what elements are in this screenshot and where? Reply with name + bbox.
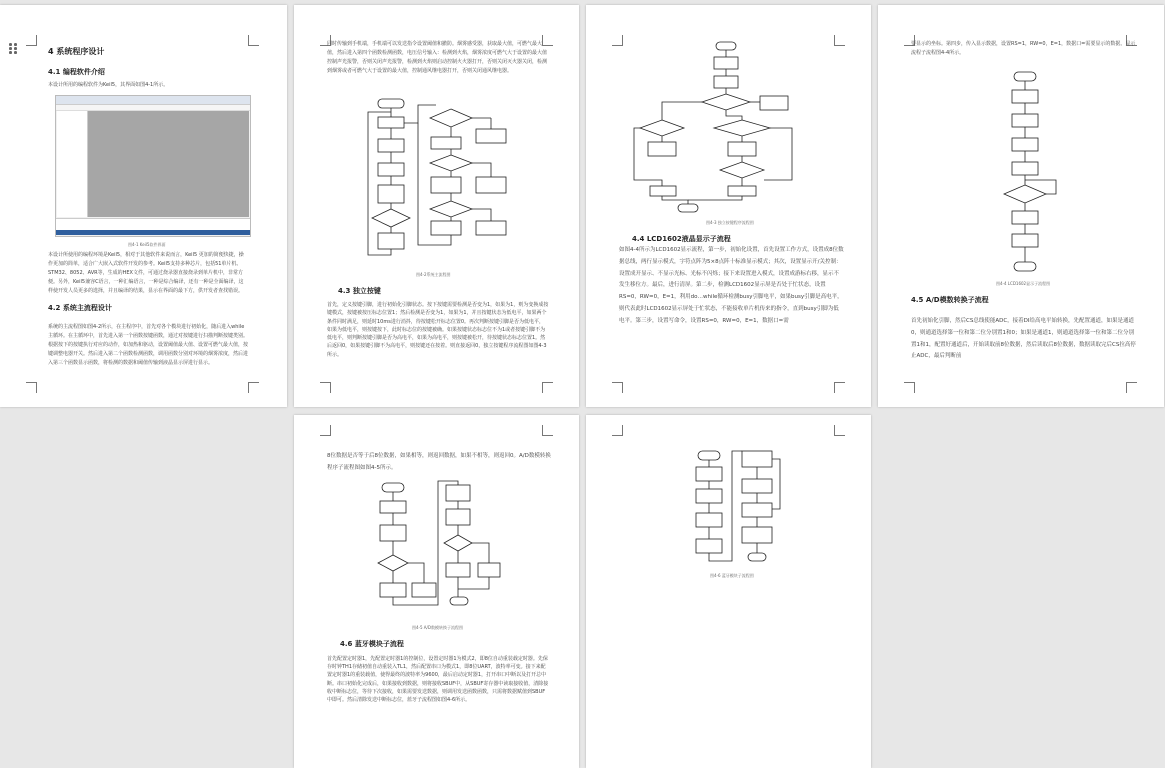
crop-mark [320, 425, 331, 436]
page-4 [878, 5, 1164, 407]
figure-caption: 图4-4 LCD1602显示子流程图 [996, 281, 1051, 286]
figure-caption: 图4-6 蓝牙模块子流程图 [710, 573, 754, 578]
paragraph: 首先初始化引脚，然后CS总线使能ADC，接着DI给高电平始转换，先配置通道，如果是通道0，则通道选择第一位和第二位分别置1和0；如果是通道1，则通道选择第一位和第二位分别置1和1，配置好通道后，开始读取前8位数据，然后读取后8位数据，数据读取完后CS拉高停止ADC，最后判断前 [911, 318, 1136, 360]
paragraph: 同时传输到手机端，手机端可以发送指令设置阈值和撤防。烟雾感受器，获取最大值，可燃气最大值，然后进入第四个函数检测函数，电压信号输入：检测到火焰，烟雾浓度可燃气大于设置的最大值控制声光报警，否则关闭声光报警，检测到火焰则启动控制火火器打开，否则关闭灭火器关闭，检测到烟雾或者可燃气大于设置的最大值，控制通风继电器打开，否则关闭通风继电器。 [327, 41, 548, 74]
flowchart-bluetooth [692, 449, 787, 579]
crop-mark [612, 425, 623, 436]
figure-caption: 图4-5 A/D数模转换子流程图 [412, 625, 463, 630]
flowchart-key [632, 40, 817, 215]
section-heading-4-5: 4.5 A/D模数转换子流程 [911, 296, 989, 304]
paragraph: 首先配置定时器1，先配置定时器1的控制位，设置定时器1为模式2，即8位自动重装载定时器。先保存时钟TH1存储初值自动重装入TL1，然后配置串口为模式1，即8位UART，波特率可变。接下来配置定时器1的重装载值，使得最终的波特率为9600，最后启动定时器1，打开串口中断以及打开总中断。串口初始化完成后，如果接收到数据，则将接收SBUF中，从SBUF寄存器中读取接收值，清除接收中断标志位，等待下次接收，如果需要发送数据，则调用发送函数函数，只需将数据赋值到SBUF中即可。然后清除发送中断标志位，蓝牙子流程图如图4-6所示。 [327, 656, 549, 704]
crop-mark [612, 382, 623, 393]
paragraph: 首先，定义按键引脚，进行初始化引脚状态。按下按键需要检测是否变为1，如果为1，则为变换成按键模式，按键被按压标志位置1；然后检测是否变为1，如果为1，并且按键状态为低电平，如果两个条件同时满足，则延时10ms进行消抖，待按键松开标志位置0。再次判断按键引脚是否为低电平，如果为低电平，则按键按下，此时标志位的按键被确。如果按键状态标志位不为1或者按键引脚不为低电平，则判断按键引脚是否为高电平，如果为高电平，则按键被松开，待按键状态标志位置1。然后返回0，如果按键引脚不为高电平，则按键还在按着。则直接返回0，独立按键程序流程图如图4-3所示。 [327, 302, 549, 358]
paragraph: 本设计所使用的编程环境是Keil5，相对于其他软件来说而言，Keil5 更加的简便快捷，操作更加的简单，适合广大嵌入式软件开发的参考。Keil5支持多种芯片，包括51单片机、STM32、8052、AVR等，生成的HEX文件，可通过烧录器直接烧录到单片机中，非常方便。另外，Keil5兼容C语言，一种汇编语言，一种是综合编译，还有一种是全面编译，这样使开发人员更多的选择，并且编译的结果，显示在界面的最下方，供开发者查找错误。 [48, 252, 244, 294]
flowchart-lcd [996, 70, 1066, 275]
paragraph: 本设计所用的编程软件为Keil5，其界面如图4-1所示。 [48, 82, 169, 88]
paragraph: 如图4-4所示为LCD1602显示流程，第一步，初始化设置，首先设置工作方式，设置成8位数据总线，两行显示模式，字符点阵为5×8点阵十标准显示模式；其次，设置显示开/关控制：设置成开显示、不显示光标、光标不闪烁；接下来设置进入模式，设置成游标右移，显示不发生移位方。最后，进行清屏。第二步，检测LCD1602显示屏是否处于忙状态，设置RS=0，RW=0，E=1，利用do…while循环检测busy引脚电平，如果busy引脚是高电平，则代表此时LCD1602显示屏处于忙状态，不能接收单片机传来的指令，直到busy引脚为低电平。第三步，设置写命令，设置RS=0，RW=0，E=1，数据口=需 [619, 247, 844, 324]
crop-mark [542, 382, 553, 393]
page-5 [294, 415, 579, 768]
figure-caption: 图4-2系统主流程图 [416, 272, 451, 277]
figure-caption: 图4-1 Keil5软件界面 [128, 242, 166, 247]
crop-mark [248, 382, 259, 393]
paragraph: 系统的主流程图如图4-2所示，在主程序中，首先对各个模块进行初始化，随后进入while主循环。在主循环中，首先进入第一个函数按键函数，通过对按键进行扫描判断按键类别。根据按下的按键执行对应的动作，如加热和驱动，设置阈值最大值、设置可燃气最大值，按键调整电器开关。然后进入第二个函数检测函数，调用函数分别对环境的烟雾浓度，然后进入第三个函数显示函数，将检测的数据和阈值传输到液晶显示屏进行显示。 [48, 324, 249, 366]
section-heading-4-2: 4.2 系统主流程设计 [48, 304, 112, 312]
crop-mark [26, 35, 37, 46]
crop-mark [612, 35, 623, 46]
paragraph: 8位数据是否等于后8位数据，如果相等，则返回数据，如果不相等，则返回0。A/D数模转换程序子流程图如图4-5所示。 [327, 453, 551, 471]
chapter-heading: 4 系统程序设计 [48, 47, 105, 56]
crop-mark [834, 35, 845, 46]
page-6 [586, 415, 871, 768]
crop-mark [1126, 382, 1137, 393]
page-1 [0, 5, 287, 407]
crop-mark [542, 425, 553, 436]
section-heading-4-4: 4.4 LCD1602液晶显示子流程 [632, 235, 731, 243]
crop-mark [26, 382, 37, 393]
section-heading-4-3: 4.3 独立按键 [338, 287, 381, 295]
crop-mark [320, 382, 331, 393]
figure-caption: 图4-3 独立按键程序流程图 [706, 220, 754, 225]
flowchart-adc [376, 479, 506, 614]
section-heading-4-6: 4.6 蓝牙模块子流程 [340, 640, 404, 648]
crop-mark [834, 382, 845, 393]
page-2 [294, 5, 579, 407]
page-3 [586, 5, 871, 407]
crop-mark [904, 382, 915, 393]
crop-mark [248, 35, 259, 46]
flowchart-main [366, 97, 516, 262]
keil5-screenshot [55, 95, 251, 237]
paragraph: 要显示的坐标。第四步，传入显示数据，设置RS=1，RW=0，E=1，数据口=需要显示的数据。显示流程子流程图4-4所示。 [911, 41, 1136, 56]
section-heading-4-1: 4.1 编程软件介绍 [48, 68, 105, 76]
drag-handle-icon[interactable] [9, 43, 19, 53]
crop-mark [834, 425, 845, 436]
